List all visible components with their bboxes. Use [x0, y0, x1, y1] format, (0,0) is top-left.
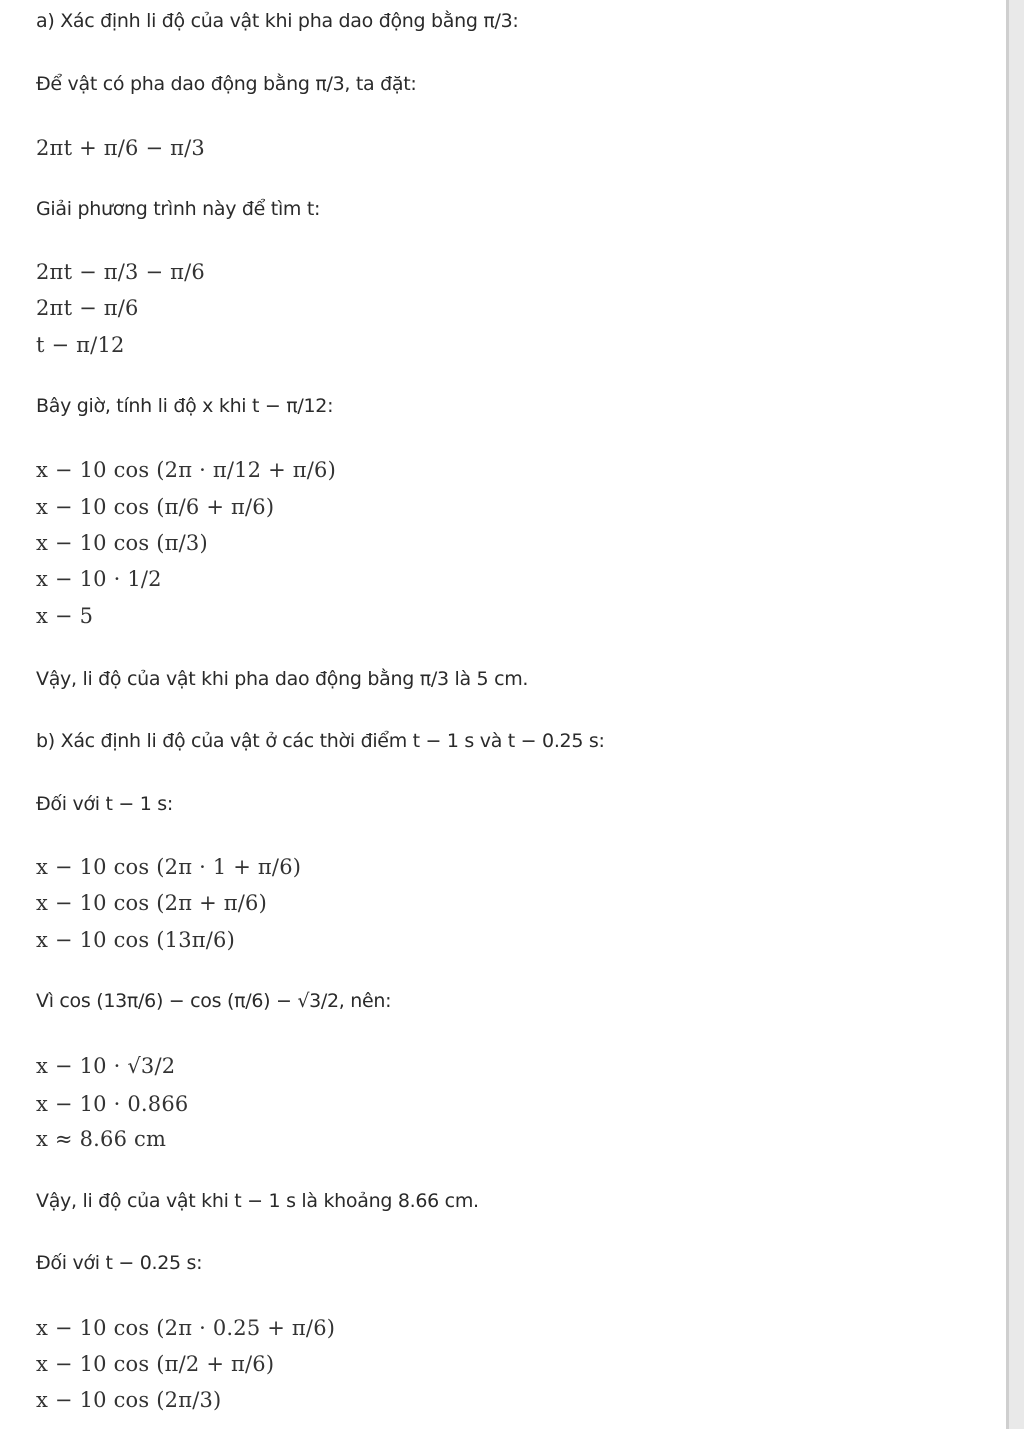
equation-line: x ≈ 8.66 cm — [36, 1127, 167, 1151]
text-line: Giải phương trình này để tìm t: — [36, 198, 321, 220]
equation-line: x − 10 · √3/2 — [36, 1054, 176, 1078]
equation-line: t − π/12 — [36, 333, 125, 357]
heading-part-b: b) Xác định li độ của vật ở các thời điểm t − 1 s và t − 0.25 s: — [36, 730, 605, 752]
equation-line: 2πt − π/3 − π/6 — [36, 260, 205, 284]
text-line: Đối với t − 1 s: — [36, 793, 173, 815]
text-line: Đối với t − 0.25 s: — [36, 1252, 203, 1274]
equation-line: x − 10 cos (2π/3) — [36, 1388, 222, 1412]
equation-line: x − 5 — [36, 604, 94, 628]
equation-line: x − 10 cos (π/3) — [36, 531, 208, 555]
equation-line: x − 10 · 1/2 — [36, 567, 162, 591]
text-line: Để vật có pha dao động bằng π/3, ta đặt: — [36, 73, 417, 95]
equation-line: x − 10 cos (13π/6) — [36, 928, 235, 952]
conclusion-line: Vậy, li độ của vật khi t − 1 s là khoảng 8.66 cm. — [36, 1190, 479, 1212]
text-line: Bây giờ, tính li độ x khi t − π/12: — [36, 395, 334, 417]
equation-line: x − 10 cos (2π · π/12 + π/6) — [36, 458, 336, 482]
side-margin — [1009, 0, 1024, 1429]
equation-line: x − 10 cos (2π · 1 + π/6) — [36, 855, 302, 879]
equation-line: x − 10 cos (2π + π/6) — [36, 891, 267, 915]
equation-line: x − 10 cos (π/2 + π/6) — [36, 1352, 275, 1376]
equation-line: 2πt − π/6 — [36, 296, 139, 320]
equation-line: x − 10 · 0.866 — [36, 1092, 189, 1116]
text-line: Vì cos (13π/6) − cos (π/6) − √3/2, nên: — [36, 990, 392, 1012]
equation-line: x − 10 cos (π/6 + π/6) — [36, 495, 275, 519]
equation-line: x − 10 cos (2π · 0.25 + π/6) — [36, 1316, 336, 1340]
heading-part-a: a) Xác định li độ của vật khi pha dao động bằng π/3: — [36, 10, 519, 32]
conclusion-line: Vậy, li độ của vật khi pha dao động bằng π/3 là 5 cm. — [36, 668, 529, 690]
equation-line: 2πt + π/6 − π/3 — [36, 136, 205, 160]
